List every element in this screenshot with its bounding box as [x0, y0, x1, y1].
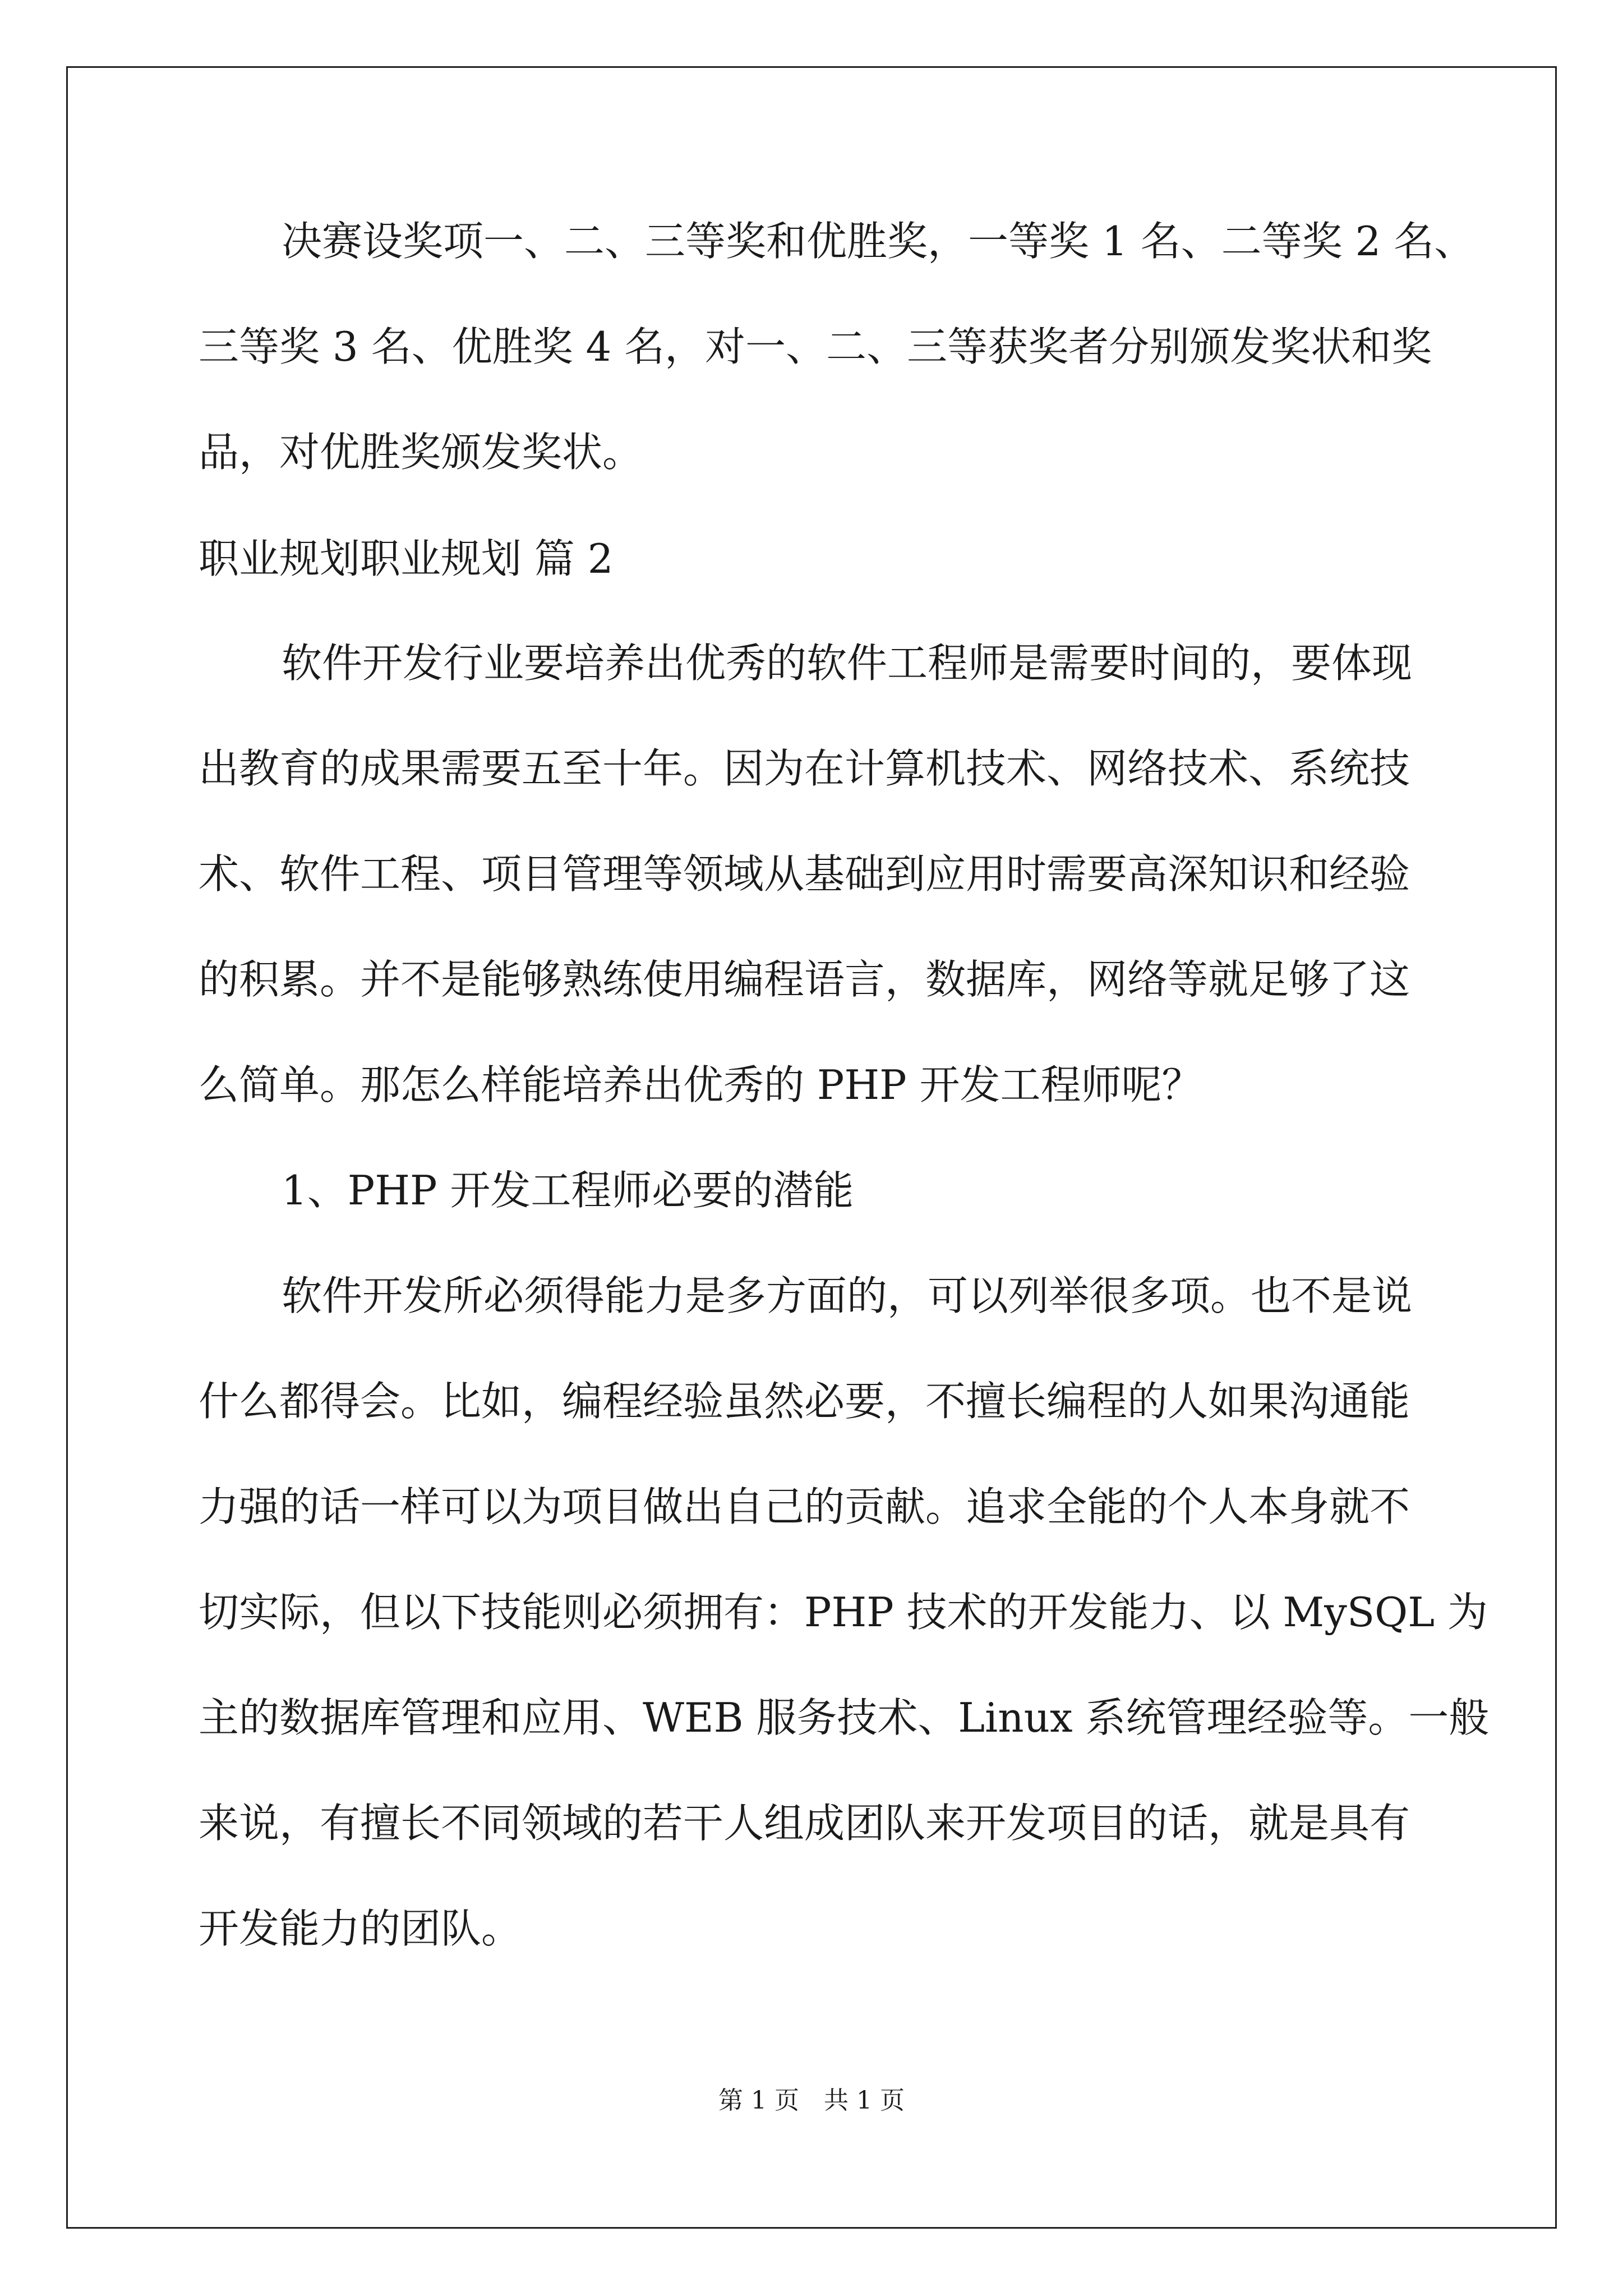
paragraph-line: 主的数据库管理和应用、WEB 服务技术、Linux 系统管理经验等。一般: [199, 1694, 1490, 1741]
paragraph-line: 软件开发行业要培养出优秀的软件工程师是需要时间的，要体现: [282, 639, 1413, 687]
paragraph-line: 出教育的成果需要五至十年。因为在计算机技术、网络技术、系统技: [199, 745, 1410, 792]
paragraph-line: 术、软件工程、项目管理等领域从基础到应用时需要高深知识和经验: [199, 850, 1410, 898]
paragraph-line: 力强的话一样可以为项目做出自己的贡献。追求全能的个人本身就不: [199, 1483, 1410, 1530]
paragraph-line: 么简单。那怎么样能培养出优秀的 PHP 开发工程师呢？: [199, 1061, 1202, 1108]
paragraph-line: 三等奖 3 名、优胜奖 4 名，对一、二、三等获奖者分别颁发奖状和奖: [199, 323, 1432, 370]
subheading: 1、PHP 开发工程师必要的潜能: [282, 1167, 854, 1214]
paragraph-line: 品，对优胜奖颁发奖状。: [199, 429, 643, 476]
section-heading: 职业规划职业规划 篇 2: [199, 535, 614, 582]
paragraph-line: 切实际，但以下技能则必须拥有：PHP 技术的开发能力、以 MySQL 为: [199, 1589, 1488, 1636]
paragraph-line: 开发能力的团队。: [199, 1905, 522, 1952]
page-footer: 第 1 页 共 1 页: [718, 2086, 905, 2115]
paragraph-line: 软件开发所必须得能力是多方面的，可以列举很多项。也不是说: [282, 1272, 1413, 1319]
paragraph-line: 什么都得会。比如，编程经验虽然必要，不擅长编程的人如果沟通能: [199, 1378, 1410, 1425]
paragraph-line: 来说，有擅长不同领域的若干人组成团队来开发项目的话，就是具有: [199, 1800, 1410, 1847]
paragraph-line: 的积累。并不是能够熟练使用编程语言，数据库，网络等就足够了这: [199, 956, 1410, 1003]
paragraph-line: 决赛设奖项一、二、三等奖和优胜奖，一等奖 1 名、二等奖 2 名、: [282, 218, 1475, 265]
